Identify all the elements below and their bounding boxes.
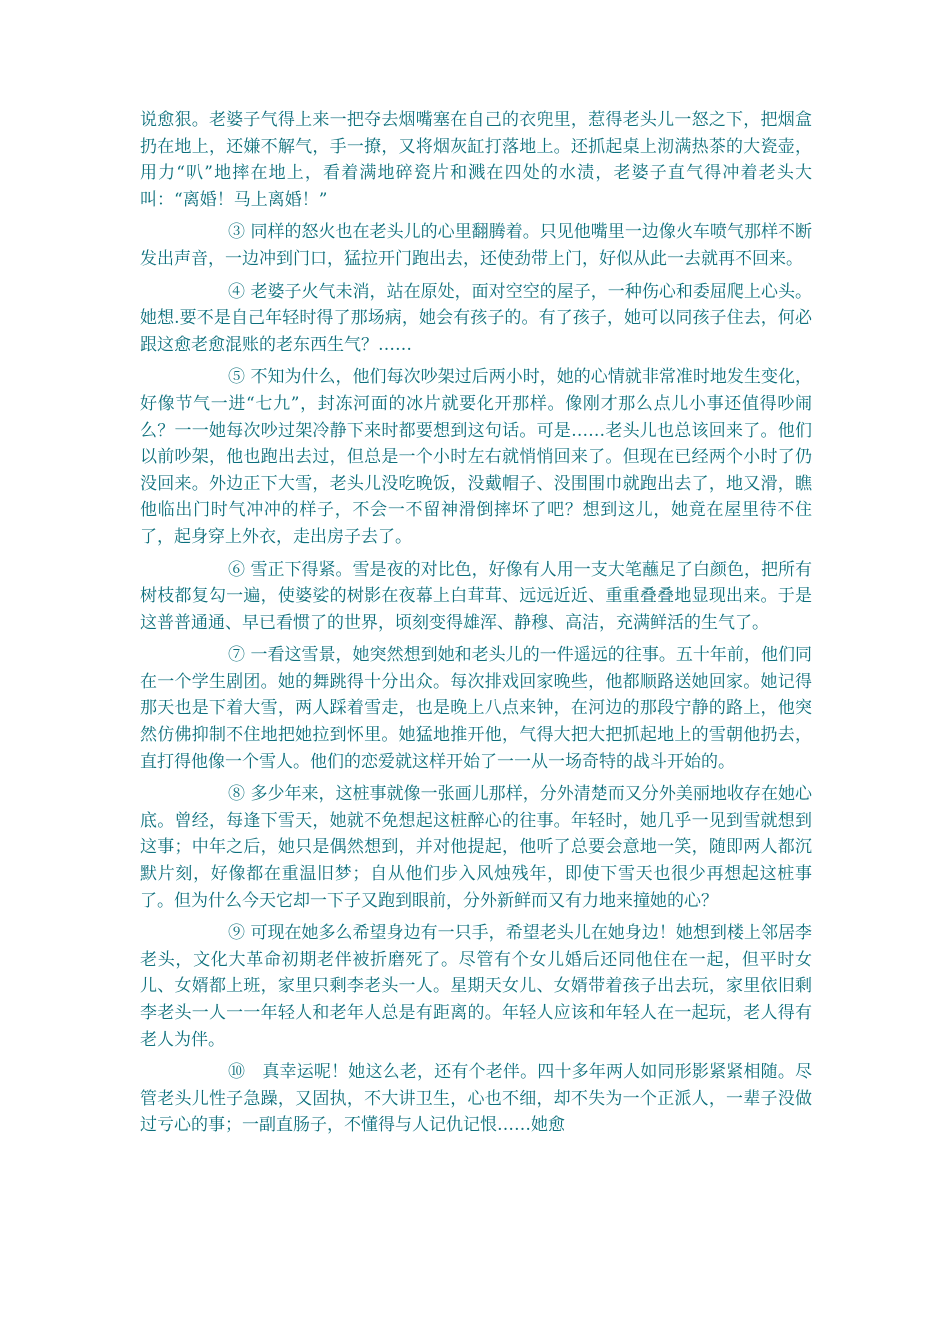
paragraph-continued: 说愈狠。老婆子气得上来一把夺去烟嘴塞在自己的衣兜里，惹得老头儿一怒之下，把烟盒扔在地上，还嫌不解气，手一撩，又将烟灰缸打落地上。还抓起桌上沏满热茶的大瓷壶，用力“叭”地摔在地上，看着满地碎瓷片和溅在四处的水渍，老婆子直气得冲着老头大叫：“离婚！马上离婚！” (140, 110, 812, 210)
document-page (140, 107, 812, 1145)
paragraph-6: ⑥ 雪正下得紧。雪是夜的对比色，好像有人用一支大笔蘸足了白颜色，把所有树枝都复勾一遍，使婆娑的树影在夜幕上白茸茸、远远近近、重重叠叠地显现出来。于是这普普通通、早已看惯了的世界，顷刻变得雄浑、静穆、高洁，充满鲜活的生气了。 (140, 559, 812, 633)
paragraph-4: ④ 老婆子火气未消，站在原处，面对空空的屋子，一种伤心和委屈爬上心头。她想.要不是自己年轻时得了那场病，她会有孩子的。有了孩子，她可以同孩子住去，何必跟这愈老愈混账的老东西生气？…… (140, 281, 812, 355)
paragraph-9: ⑨ 可现在她多么希望身边有一只手，希望老头儿在她身边！她想到楼上邻居李老头，文化大革命初期老伴被折磨死了。尽管有个女儿婚后还同他住在一起，但平时女儿、女婿都上班，家里只剩李老头一人。星期天女儿、女婿带着孩子出去玩，家里依旧剩李老头一人一一年轻人和老年人总是有距离的。年轻人应该和年轻人在一起玩，老人得有老人为伴。 (140, 923, 812, 1050)
paragraph-8: ⑧ 多少年来，这桩事就像一张画儿那样，分外清楚而又分外美丽地收存在她心底。曾经，每逢下雪天，她就不免想起这桩醉心的往事。年轻时，她几乎一见到雪就想到这事；中年之后，她只是偶然想到，并对他提起，他听了总要会意地一笑，随即两人都沉默片刻，好像都在重温旧梦；自从他们步入风烛残年，即使下雪天也很少再想起这桩事了。但为什么今天它却一下子又跑到眼前，分外新鲜而又有力地来撞她的心？ (140, 784, 812, 911)
paragraph-7: ⑦ 一看这雪景，她突然想到她和老头儿的一件遥远的往事。五十年前，他们同在一个学生剧团。她的舞跳得十分出众。每次排戏回家晚些，他都顺路送她回家。她记得那天也是下着大雪，两人踩着雪走，也是晚上八点来钟，在河边的那段宁静的路上，他突然仿佛抑制不住地把她拉到怀里。她猛地推开他，气得大把大把抓起地上的雪朝他扔去，直打得他像一个雪人。他们的恋爱就这样开始了一一从一场奇特的战斗开始的。 (140, 645, 812, 772)
paragraph-10: ⑩ 真幸运呢！她这么老，还有个老伴。四十多年两人如同形影紧紧相随。尽管老头儿性子急躁，又固执，不大讲卫生，心也不细，却不失为一个正派人，一辈子没做过亏心的事；一副直肠子，不懂得与人记仇记恨……她愈 (140, 1062, 812, 1136)
paragraph-3: ③ 同样的怒火也在老头儿的心里翻腾着。只见他嘴里一边像火车喷气那样不断发出声音，一边冲到门口，猛拉开门跑出去，还使劲带上门，好似从此一去就再不回来。 (140, 222, 812, 269)
paragraph-5: ⑤ 不知为什么，他们每次吵架过后两小时，她的心情就非常准时地发生变化，好像节气一进“七九”，封冻河面的冰片就要化开那样。像刚才那么点儿小事还值得吵闹么？一一她每次吵过架冷静下来时都要想到这句话。可是……老头儿也总该回来了。他们以前吵架，他也跑出去过，但总是一个小时左右就悄悄回来了。但现在已经两个小时了仍没回来。外边正下大雪，老头儿没吃晚饭，没戴帽子、没围围巾就跑出去了，地又滑，瞧他临出门时气冲冲的样子，不会一不留神滑倒摔坏了吧？想到这儿，她竟在屋里待不住了，起身穿上外衣，走出房子去了。 (140, 367, 812, 547)
